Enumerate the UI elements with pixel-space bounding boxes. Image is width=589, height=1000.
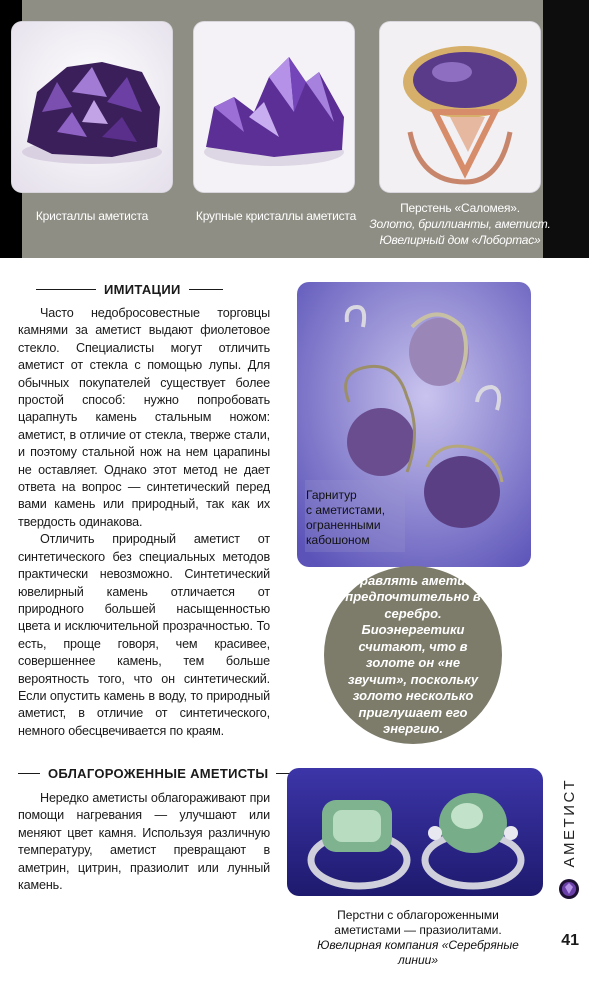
photo-amethyst-crystals	[12, 22, 172, 192]
caption-rings-line2: аметистами — празиолитами.	[334, 923, 502, 937]
caption-rings	[300, 908, 536, 968]
caption-set-line2: с аметистами,	[306, 503, 386, 517]
caption-salome-line2: Золото, бриллианты, аметист.	[369, 217, 551, 231]
imitations-paragraph-1: Часто недобросовестные торговцы камнями за аметист выдают фиолетовое стекло. Специалисты могут отличить аметист от стекла с помощью лупы. Для обычных покупателей существует более простой способ: нужно попробовать царапнуть камень стальным ножом: аметист, в отличие от стекла, тверже стали, и поэтому стальной нож на нем царапины не оставляет. Однако этот метод не дает ответа на вопрос — синтетический перед вами камень или природный, так как их твердость одинакова.	[18, 306, 270, 529]
enhanced-paragraph-1: Нередко аметисты облагораживают при помощи нагревания — улучшают или меняют цвет камня. Используя различную температуру, аметист превращают в аметрин, цитрин, празиолит или лунный камень.	[18, 791, 270, 893]
section-heading-imitations	[36, 282, 223, 297]
quote-circle	[324, 566, 502, 744]
chapter-side-label: АМЕТИСТ	[561, 778, 578, 868]
caption-set-line4: кабошоном	[306, 533, 370, 547]
heading2-text: ОБЛАГОРОЖЕННЫЕ АМЕТИСТЫ	[48, 766, 269, 781]
heading-rule-right	[189, 289, 223, 291]
quote-text: Оправлять аметист предпочтительно в серебро. Биоэнергетики считают, что в золоте он «не звучит», поскольку золото несколько приглушает его энергию.	[341, 572, 485, 736]
caption-set-line3: ограненными	[306, 518, 381, 532]
caption-salome-line3: Ювелирный дом «Лобортас»	[379, 233, 541, 247]
heading-rule-left	[36, 289, 96, 291]
heading-text: ИМИТАЦИИ	[104, 282, 181, 297]
photo-prasiolite-rings	[287, 768, 543, 896]
heading2-rule-left	[18, 773, 40, 775]
caption-jewelry-set	[306, 488, 426, 548]
caption-rings-line3: Ювелирная компания «Серебряные линии»	[317, 938, 519, 967]
caption-salome-ring	[368, 200, 552, 248]
section-heading-enhanced	[18, 766, 304, 781]
photo-large-amethyst-crystals	[194, 22, 354, 192]
caption-set-line1: Гарнитур	[306, 488, 357, 502]
photo-salome-ring	[380, 22, 540, 192]
imitations-text	[18, 305, 270, 740]
amethyst-gem-icon	[558, 878, 580, 900]
caption-rings-line1: Перстни с облагороженными	[337, 908, 499, 922]
caption-amethyst-crystals: Кристаллы аметиста	[35, 209, 149, 223]
caption-salome-line1: Перстень «Саломея».	[400, 201, 520, 215]
imitations-paragraph-2: Отличить природный аметист от синтетического без специальных методов практически невозможно. Синтетический ювелирный камень отличается от природного большей насыщенностью цвета и исключительной прозрачностью. То есть, проще говоря, чем красивее, совершеннее камень, тем больше вероятность того, что он синтетический. Если опустить камень в воду, то природный аметист, в отличие от синтетического, немного обесцвечивается по краям.	[18, 532, 270, 738]
page-number: 41	[561, 932, 579, 949]
caption-large-crystals: Крупные кристаллы аметиста	[195, 209, 357, 223]
enhanced-text	[18, 790, 270, 894]
